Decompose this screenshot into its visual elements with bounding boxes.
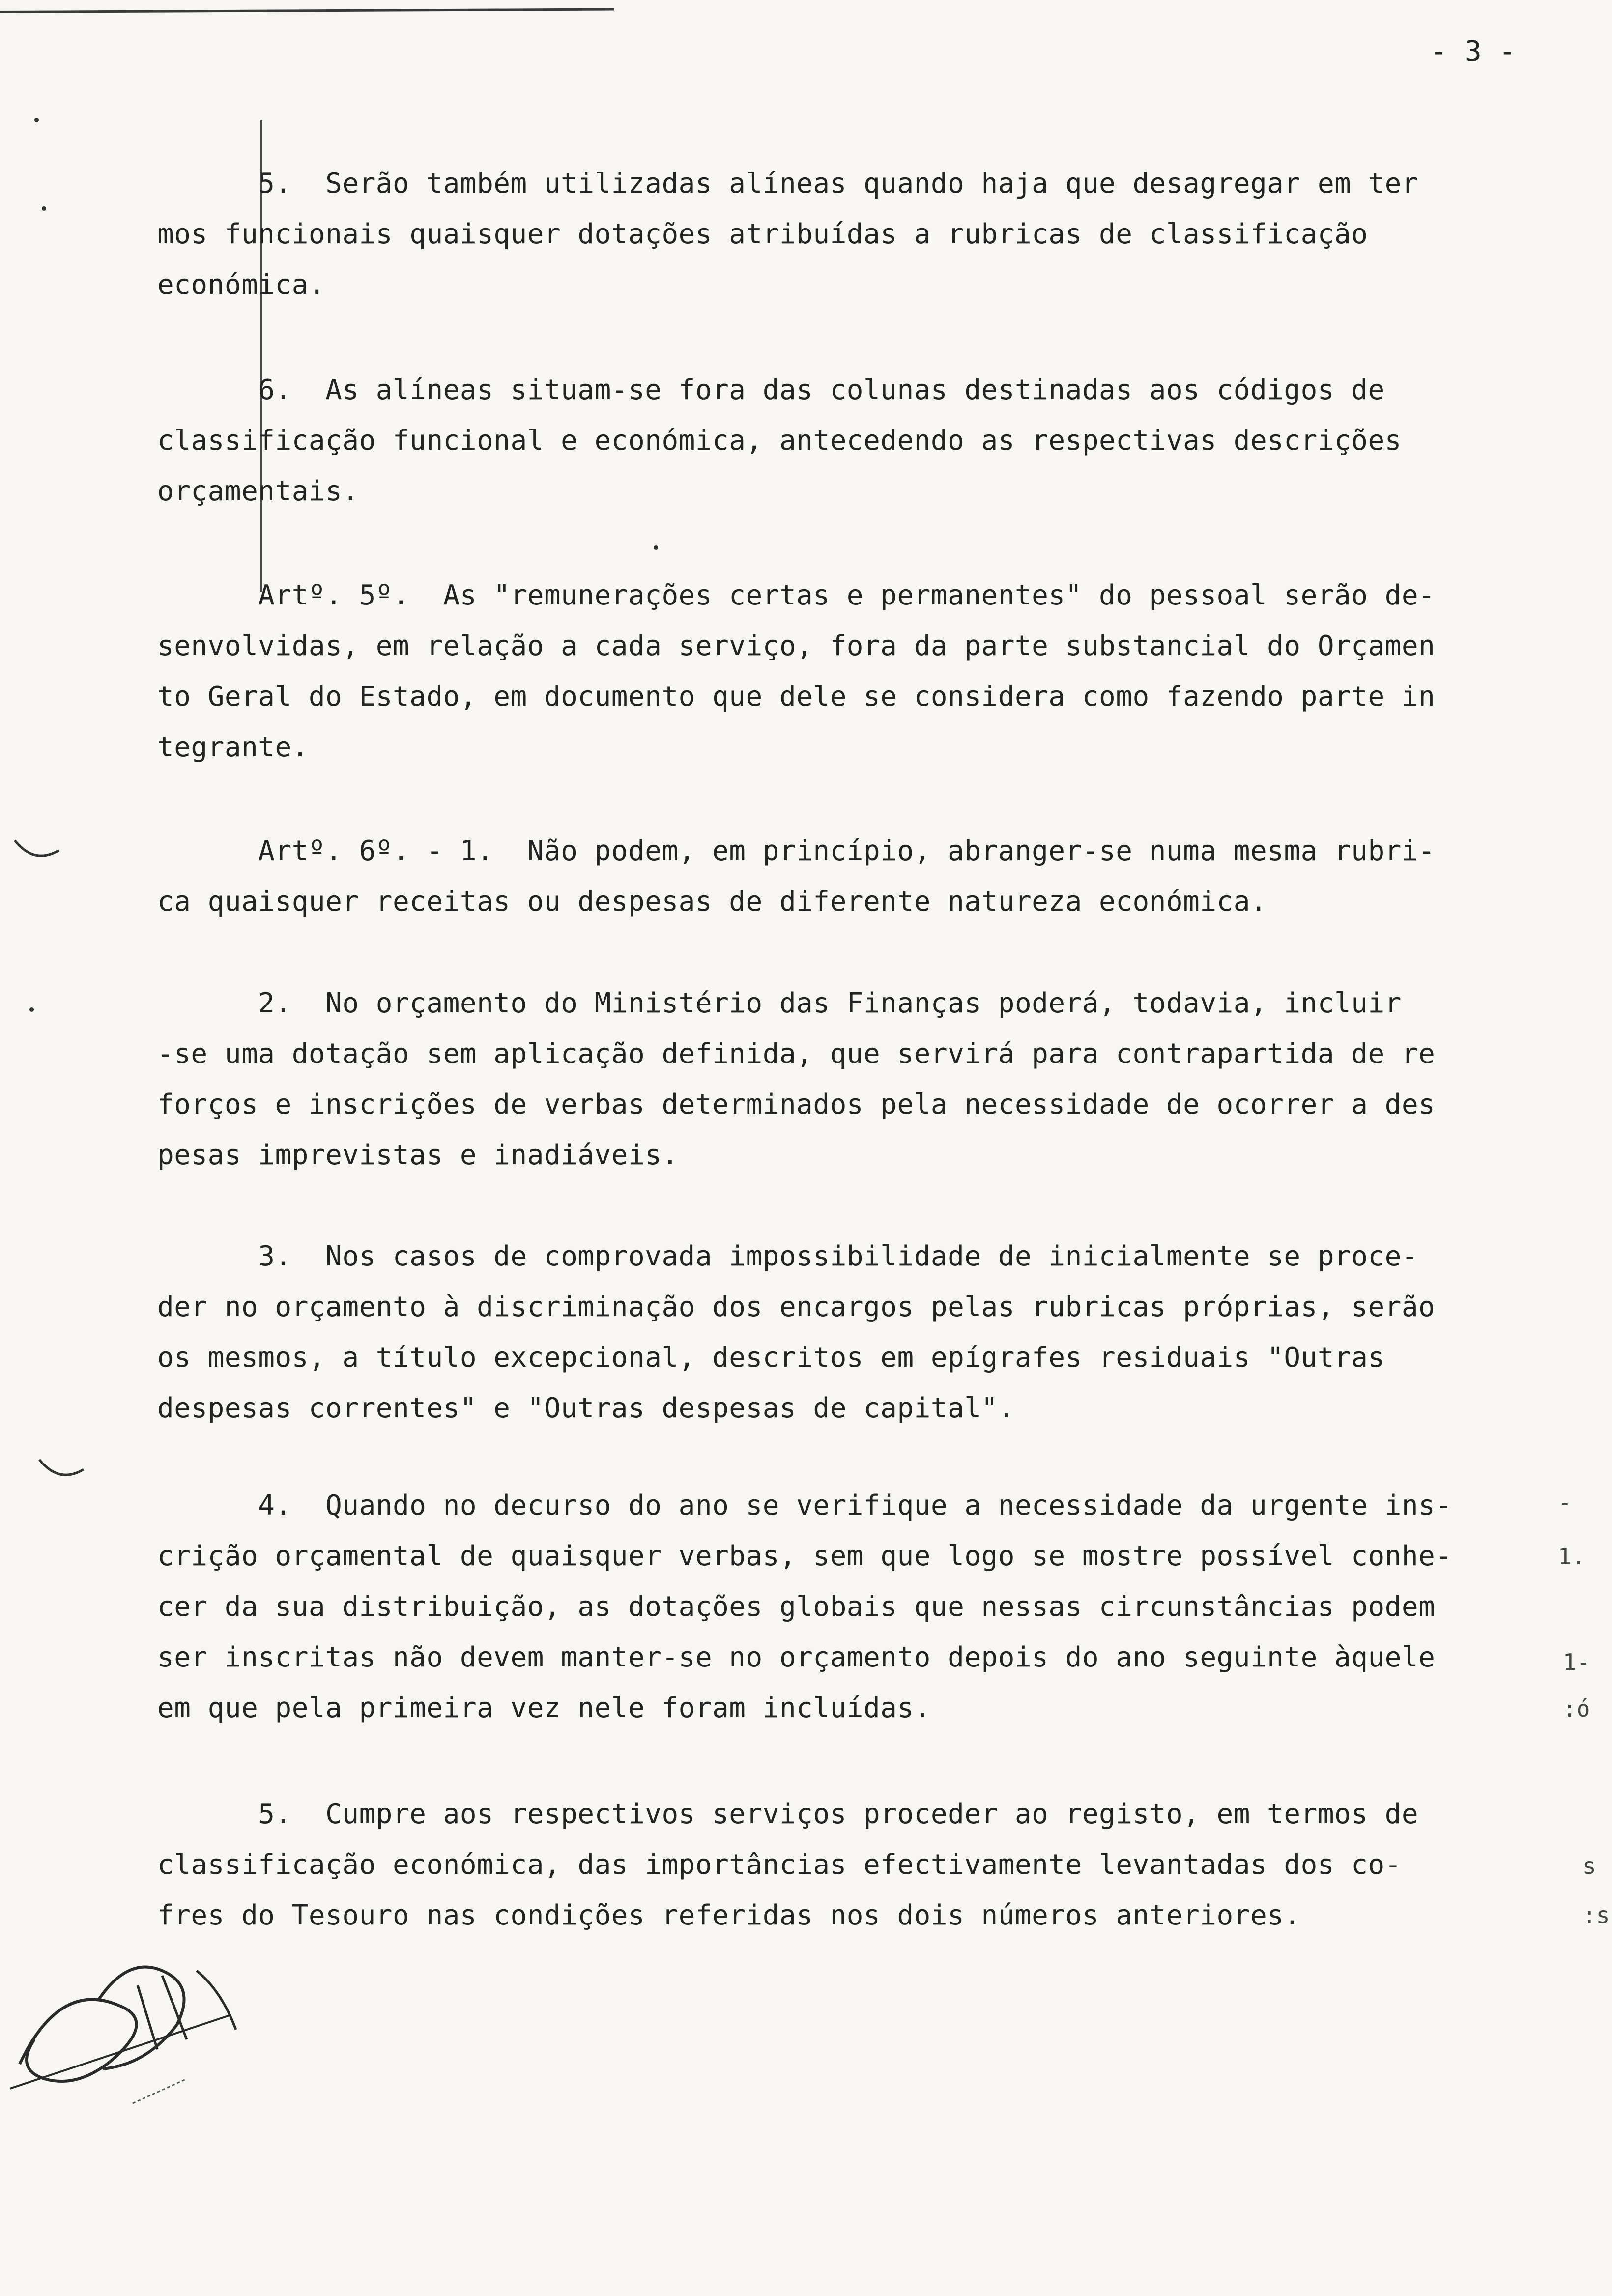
page-number: - 3 -	[1430, 34, 1516, 68]
text-line: to Geral do Estado, em documento que dele se considera como fazendo parte in	[157, 681, 1436, 713]
text-line: económica.	[157, 269, 326, 301]
margin-mark: :ó	[1563, 1695, 1590, 1722]
text-line: crição orçamental de quaisquer verbas, sem que logo se mostre possível conhe-	[157, 1540, 1452, 1572]
margin-mark: s	[1583, 1853, 1596, 1879]
text-line: 4. Quando no decurso do ano se verifique a necessidade da urgente ins-	[157, 1490, 1452, 1521]
text-line: Artº. 5º. As "remunerações certas e permanentes" do pessoal serão de-	[157, 579, 1436, 611]
signature	[0, 1941, 344, 2148]
text-line: classificação funcional e económica, antecedendo as respectivas descrições	[157, 425, 1402, 457]
text-line: forços e inscrições de verbas determinados pela necessidade de ocorrer a des	[157, 1089, 1436, 1120]
text-line: 2. No orçamento do Ministério das Finanças poderá, todavia, incluir	[157, 987, 1402, 1019]
text-line: senvolvidas, em relação a cada serviço, fora da parte substancial do Orçamen	[157, 630, 1436, 662]
text-line: fres do Tesouro nas condições referidas nos dois números anteriores.	[157, 1899, 1301, 1931]
margin-mark: :s	[1583, 1902, 1610, 1928]
binder-hole-mark	[10, 835, 64, 870]
text-line: os mesmos, a título excepcional, descritos em epígrafes residuais "Outras	[157, 1342, 1385, 1374]
top-rule	[0, 8, 614, 13]
text-line: em que pela primeira vez nele foram incluídas.	[157, 1692, 931, 1724]
text-line: tegrante.	[157, 731, 309, 763]
margin-mark: 1.	[1558, 1543, 1585, 1570]
speck	[42, 206, 46, 211]
speck	[34, 118, 39, 122]
text-line: 5. Cumpre aos respectivos serviços proceder ao registo, em termos de	[157, 1798, 1419, 1830]
margin-mark: 1-	[1563, 1649, 1590, 1675]
text-line: ser inscritas não devem manter-se no orçamento depois do ano seguinte àquele	[157, 1641, 1436, 1673]
text-line: cer da sua distribuição, as dotações globais que nessas circunstâncias podem	[157, 1591, 1436, 1623]
text-line: pesas imprevistas e inadiáveis.	[157, 1139, 679, 1171]
text-line: Artº. 6º. - 1. Não podem, em princípio, abranger-se numa mesma rubri-	[157, 835, 1436, 867]
text-line: 5. Serão também utilizadas alíneas quando haja que desagregar em ter	[157, 168, 1419, 200]
margin-mark: -	[1558, 1489, 1572, 1516]
paragraph-art6-4	[157, 1480, 1553, 1733]
paragraph-2	[157, 365, 1553, 517]
text-line: orçamentais.	[157, 475, 359, 507]
paragraph-1	[157, 158, 1553, 310]
binder-hole-mark	[34, 1455, 88, 1489]
paragraph-art6-2	[157, 978, 1553, 1180]
speck	[654, 545, 658, 550]
paragraph-art6-1	[157, 826, 1553, 927]
text-line: ca quaisquer receitas ou despesas de diferente natureza económica.	[157, 886, 1267, 918]
text-line: 3. Nos casos de comprovada impossibilidade de inicialmente se proce-	[157, 1240, 1419, 1272]
text-line: 6. As alíneas situam-se fora das colunas destinadas aos códigos de	[157, 374, 1385, 406]
text-line: classificação económica, das importâncias efectivamente levantadas dos co-	[157, 1849, 1402, 1881]
text-line: mos funcionais quaisquer dotações atribuídas a rubricas de classificação	[157, 218, 1368, 250]
text-line: despesas correntes" e "Outras despesas de capital".	[157, 1392, 1015, 1424]
paragraph-art6-5	[157, 1789, 1553, 1941]
paragraph-art5	[157, 570, 1553, 773]
text-line: der no orçamento à discriminação dos encargos pelas rubricas próprias, serão	[157, 1291, 1436, 1323]
speck	[29, 1007, 34, 1012]
paragraph-art6-3	[157, 1231, 1553, 1434]
text-line: -se uma dotação sem aplicação definida, que servirá para contrapartida de re	[157, 1038, 1436, 1070]
